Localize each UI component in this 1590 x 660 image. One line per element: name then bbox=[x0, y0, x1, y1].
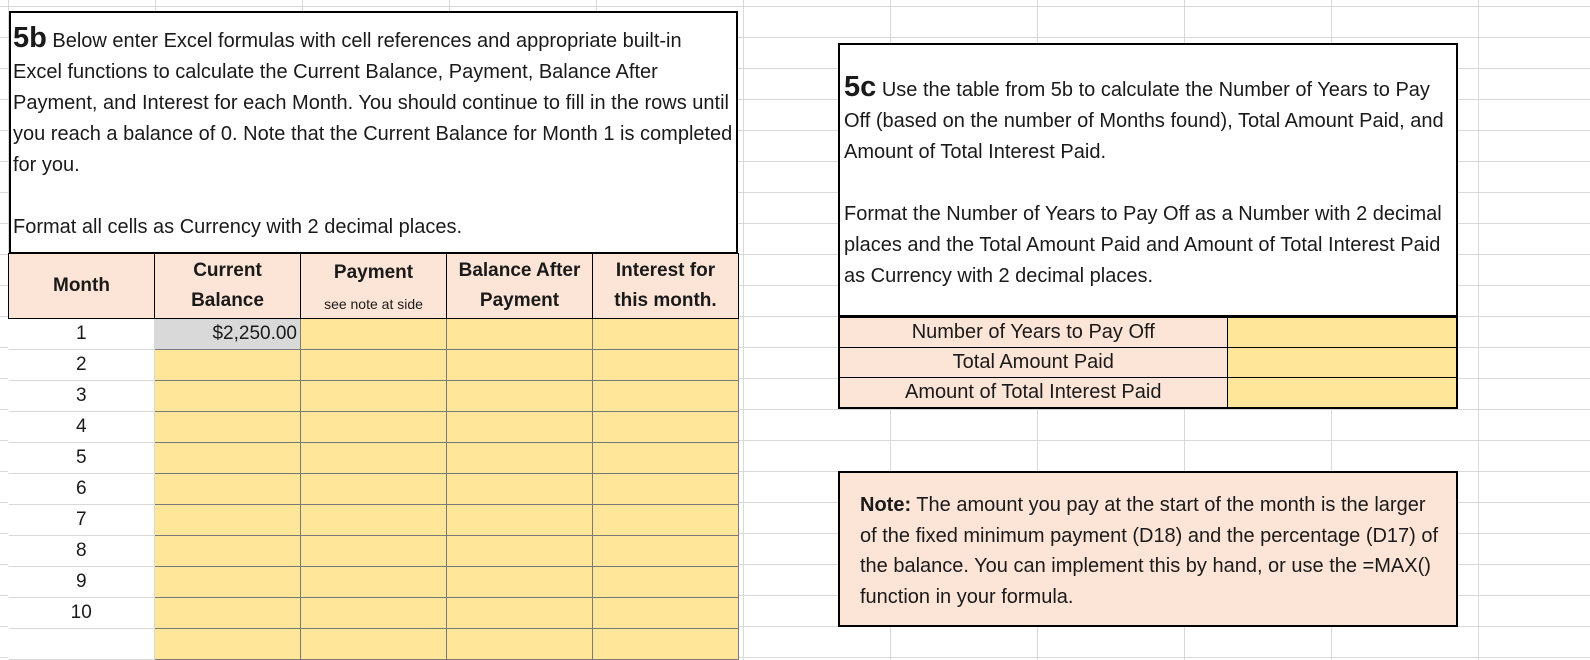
payment-cell[interactable] bbox=[301, 567, 447, 598]
current-balance-cell[interactable] bbox=[155, 412, 301, 443]
balance-after-cell[interactable] bbox=[447, 536, 593, 567]
payment-note: see note at side bbox=[324, 296, 423, 312]
years-to-pay-off-cell[interactable] bbox=[1227, 317, 1457, 348]
current-balance-cell[interactable] bbox=[155, 505, 301, 536]
month-cell[interactable]: 8 bbox=[9, 536, 155, 567]
summary-row bbox=[839, 348, 1457, 378]
current-balance-cell[interactable] bbox=[155, 567, 301, 598]
month-cell[interactable]: 6 bbox=[9, 474, 155, 505]
current-balance-cell[interactable] bbox=[155, 474, 301, 505]
instructions-5b[interactable] bbox=[9, 11, 738, 254]
balance-after-cell[interactable] bbox=[447, 412, 593, 443]
monthly-payment-table bbox=[8, 253, 739, 660]
total-interest-paid-cell[interactable] bbox=[1227, 378, 1457, 409]
header-current-balance[interactable]: Current Balance bbox=[155, 254, 301, 319]
month-cell[interactable]: 1 bbox=[9, 319, 155, 350]
payment-cell[interactable] bbox=[301, 443, 447, 474]
payment-cell[interactable] bbox=[301, 598, 447, 629]
payment-cell[interactable] bbox=[301, 381, 447, 412]
table-row bbox=[9, 443, 739, 474]
table-header-row bbox=[9, 254, 739, 319]
interest-cell[interactable] bbox=[593, 412, 739, 443]
table-row bbox=[9, 629, 739, 660]
month-cell[interactable]: 7 bbox=[9, 505, 155, 536]
month-cell[interactable]: 5 bbox=[9, 443, 155, 474]
payoff-summary-table bbox=[838, 316, 1458, 409]
month-cell[interactable]: 10 bbox=[9, 598, 155, 629]
table-row bbox=[9, 536, 739, 567]
table-row bbox=[9, 598, 739, 629]
balance-after-cell[interactable] bbox=[447, 629, 593, 660]
note-label: Note: bbox=[860, 494, 912, 516]
section-tag-5b: 5b bbox=[13, 22, 47, 54]
balance-after-cell[interactable] bbox=[447, 598, 593, 629]
header-balance-after-payment[interactable]: Balance After Payment bbox=[447, 254, 593, 319]
table-row bbox=[9, 319, 739, 350]
balance-after-cell[interactable] bbox=[447, 474, 593, 505]
balance-after-cell[interactable] bbox=[447, 505, 593, 536]
interest-cell[interactable] bbox=[593, 598, 739, 629]
interest-cell[interactable] bbox=[593, 474, 739, 505]
month-cell[interactable]: 9 bbox=[9, 567, 155, 598]
note-text: Note: The amount you pay at the start of the month is the larger of the fixed minimum payment (D18) and the percentage (D17) of the balance. You can implement this by hand, or use the =MAX() function in your formula. bbox=[860, 494, 1439, 608]
instructions-5b-text: 5b Below enter Excel formulas with cell references and appropriate built-in Excel functions to calculate the Current Balance, Payment, Balance After Payment, and Interest for each Month. You should continue to fill in the rows until you reach a balance of 0. Note that the Current Balance for Month 1 is completed for you. bbox=[13, 22, 733, 176]
balance-after-cell[interactable] bbox=[447, 443, 593, 474]
current-balance-cell[interactable]: $2,250.00 bbox=[155, 319, 301, 350]
total-interest-paid-label[interactable]: Amount of Total Interest Paid bbox=[839, 378, 1227, 409]
payment-cell[interactable] bbox=[301, 536, 447, 567]
payment-cell[interactable] bbox=[301, 412, 447, 443]
table-row bbox=[9, 381, 739, 412]
current-balance-cell[interactable] bbox=[155, 443, 301, 474]
header-interest[interactable]: Interest for this month. bbox=[593, 254, 739, 319]
current-balance-cell[interactable] bbox=[155, 350, 301, 381]
balance-after-cell[interactable] bbox=[447, 350, 593, 381]
payment-cell[interactable] bbox=[301, 319, 447, 350]
total-amount-paid-label[interactable]: Total Amount Paid bbox=[839, 348, 1227, 378]
balance-after-cell[interactable] bbox=[447, 567, 593, 598]
interest-cell[interactable] bbox=[593, 319, 739, 350]
format-instruction-5c: Format the Number of Years to Pay Off as a Number with 2 decimal places and the Total Amount Paid and Amount of Total Interest Paid as Currency with 2 decimal places. bbox=[844, 203, 1442, 287]
interest-cell[interactable] bbox=[593, 443, 739, 474]
format-instruction-5b: Format all cells as Currency with 2 decimal places. bbox=[13, 216, 463, 238]
table-row bbox=[9, 567, 739, 598]
interest-cell[interactable] bbox=[593, 381, 739, 412]
header-month[interactable]: Month bbox=[9, 254, 155, 319]
payment-cell[interactable] bbox=[301, 474, 447, 505]
total-amount-paid-cell[interactable] bbox=[1227, 348, 1457, 378]
payment-cell[interactable] bbox=[301, 505, 447, 536]
balance-after-cell[interactable] bbox=[447, 319, 593, 350]
table-row bbox=[9, 474, 739, 505]
interest-cell[interactable] bbox=[593, 536, 739, 567]
month-cell[interactable]: 4 bbox=[9, 412, 155, 443]
header-payment[interactable]: Payment see note at side bbox=[301, 254, 447, 319]
current-balance-cell[interactable] bbox=[155, 629, 301, 660]
summary-row bbox=[839, 378, 1457, 409]
table-row bbox=[9, 350, 739, 381]
summary-row bbox=[839, 317, 1457, 348]
balance-after-cell[interactable] bbox=[447, 381, 593, 412]
instructions-5c-text: 5c Use the table from 5b to calculate the Number of Years to Pay Off (based on the number of Months found), Total Amount Paid, and Amount of Total Interest Paid. bbox=[844, 71, 1444, 163]
month-cell[interactable] bbox=[9, 629, 155, 660]
table-row bbox=[9, 505, 739, 536]
month-cell[interactable]: 2 bbox=[9, 350, 155, 381]
payment-note-box[interactable] bbox=[838, 471, 1458, 627]
current-balance-cell[interactable] bbox=[155, 381, 301, 412]
interest-cell[interactable] bbox=[593, 505, 739, 536]
current-balance-cell[interactable] bbox=[155, 536, 301, 567]
table-row bbox=[9, 412, 739, 443]
current-balance-cell[interactable] bbox=[155, 598, 301, 629]
instructions-5c[interactable] bbox=[838, 43, 1458, 317]
payment-cell[interactable] bbox=[301, 350, 447, 381]
years-to-pay-off-label[interactable]: Number of Years to Pay Off bbox=[839, 317, 1227, 348]
interest-cell[interactable] bbox=[593, 567, 739, 598]
section-tag-5c: 5c bbox=[844, 71, 877, 103]
month-cell[interactable]: 3 bbox=[9, 381, 155, 412]
payment-cell[interactable] bbox=[301, 629, 447, 660]
interest-cell[interactable] bbox=[593, 629, 739, 660]
interest-cell[interactable] bbox=[593, 350, 739, 381]
